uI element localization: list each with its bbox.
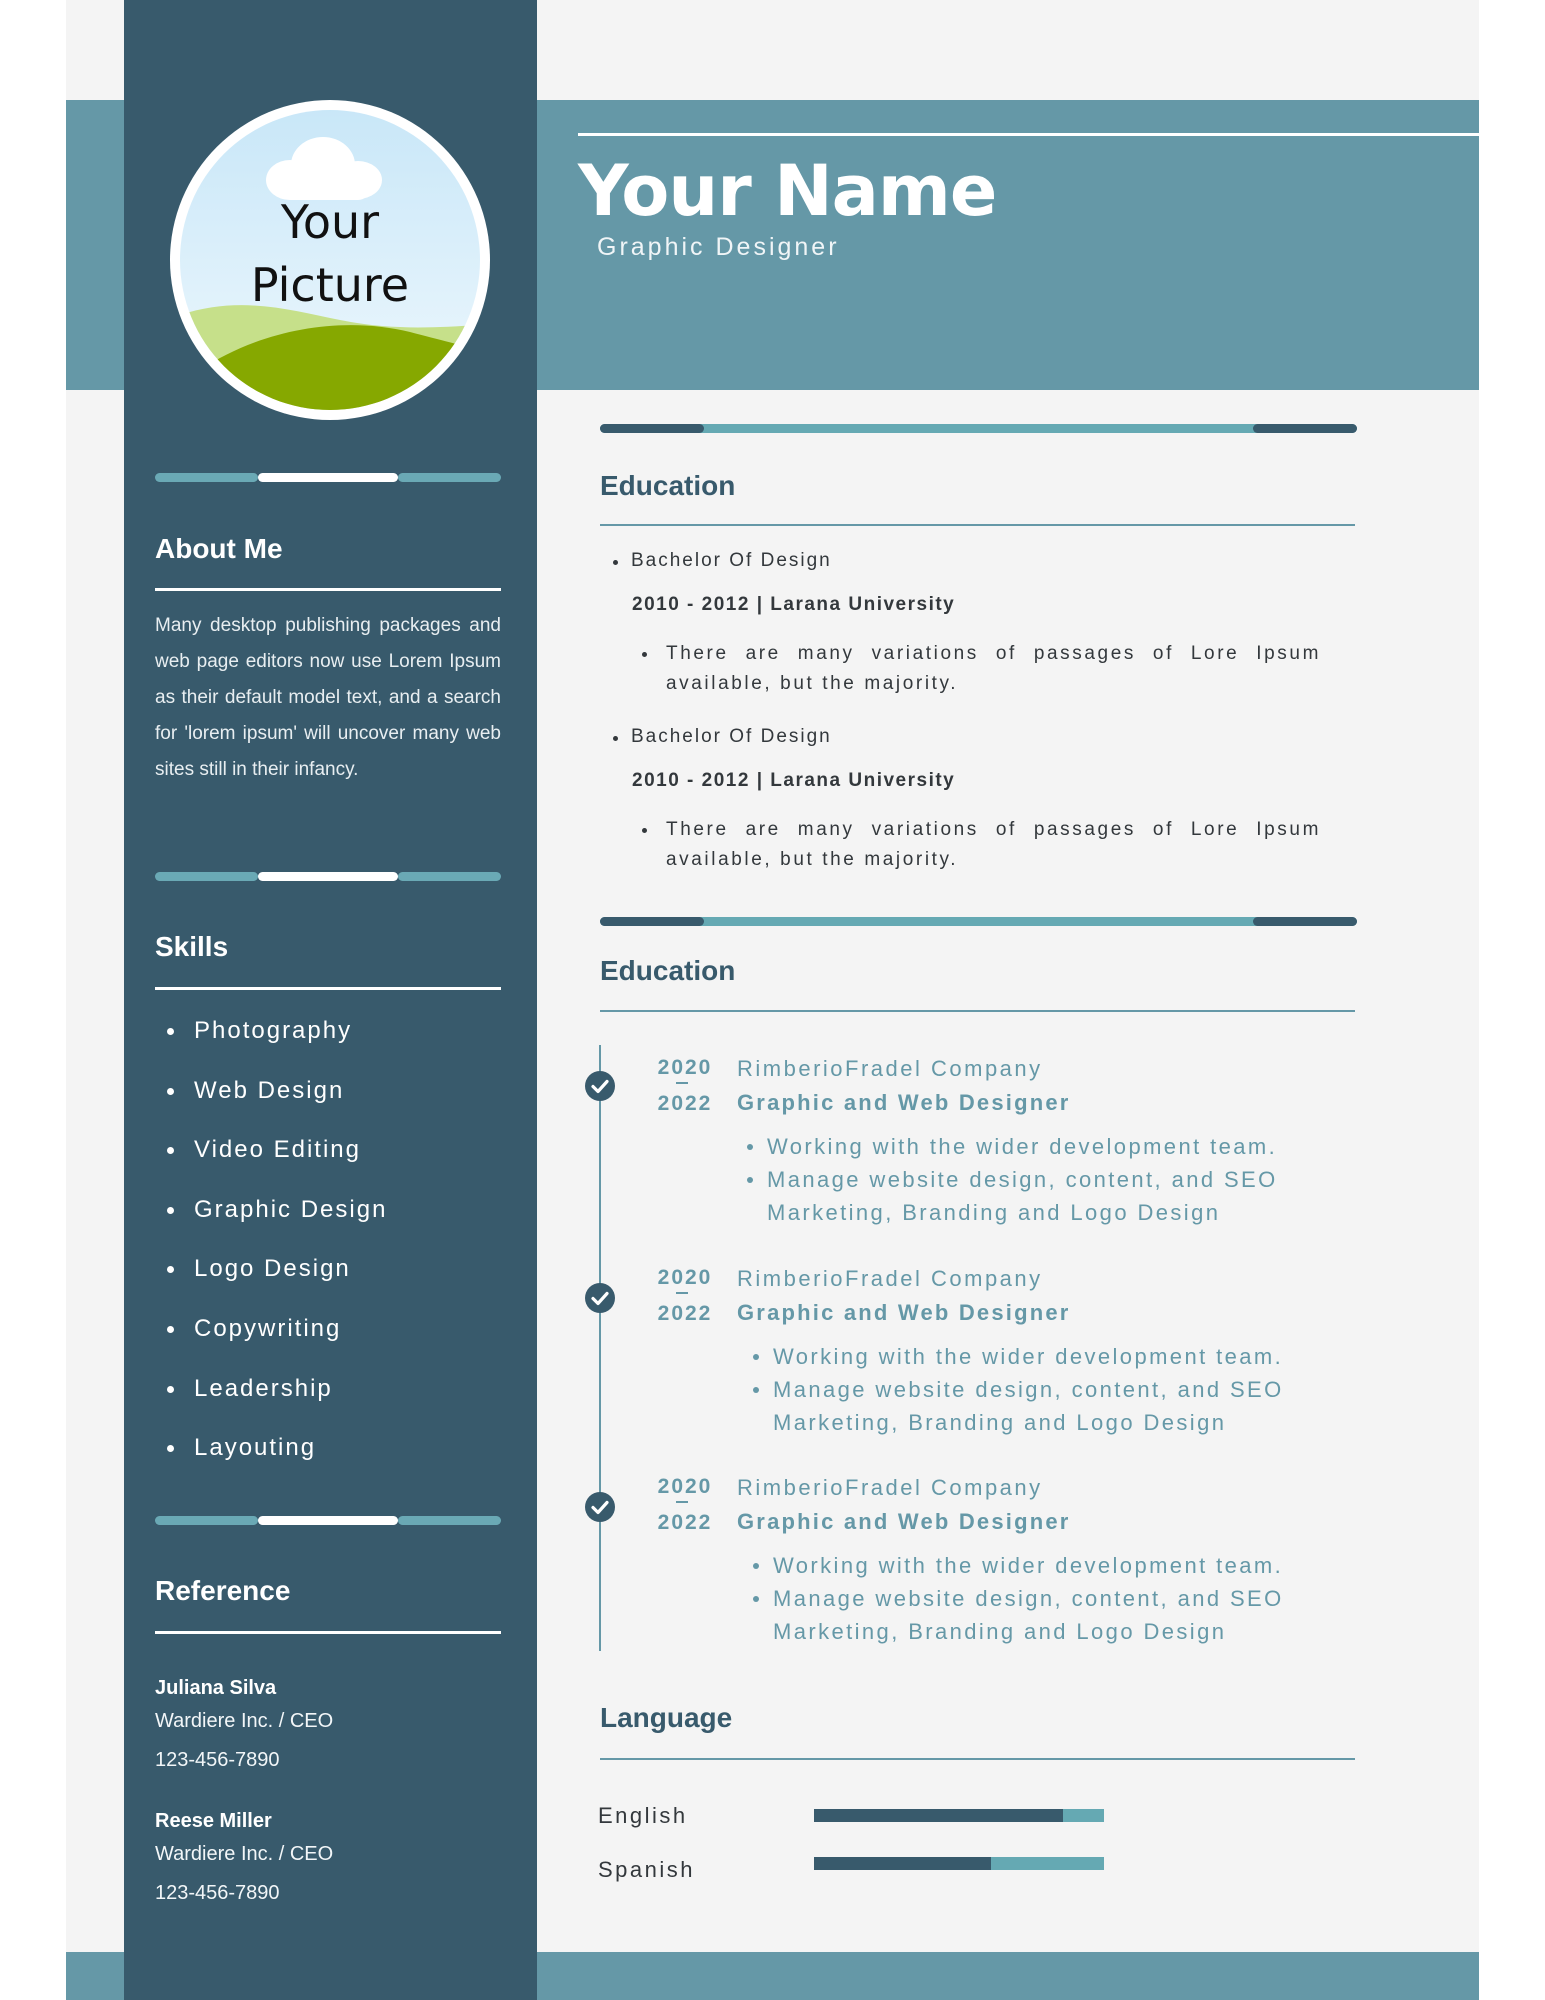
job-role: Graphic and Web Designer xyxy=(737,1300,1071,1325)
section-divider-bar xyxy=(155,473,501,482)
language-level-fill xyxy=(814,1857,991,1870)
language-level-bar xyxy=(814,1809,1104,1822)
reference-title: Reference xyxy=(155,1575,291,1606)
reference-company: Wardiere Inc. / CEO xyxy=(155,1843,334,1865)
check-circle-icon xyxy=(585,1283,615,1313)
experience-title: Education xyxy=(600,955,736,986)
profile-picture xyxy=(170,100,490,420)
education-description: There are many variations of passages of Lore Ipsum available, but the majority. xyxy=(666,639,1321,699)
reference-phone[interactable]: 123-456-7890 xyxy=(155,1882,280,1904)
skill-item: Photography xyxy=(155,1016,501,1076)
duty-item: Working with the wider development team. xyxy=(773,1549,1373,1582)
check-circle-icon xyxy=(585,1071,615,1101)
sidebar xyxy=(124,0,537,2000)
year-end: 2022 xyxy=(657,1511,713,1534)
skill-item: Layouting xyxy=(155,1433,501,1493)
language-name: English xyxy=(598,1803,688,1828)
year-dash xyxy=(676,1292,688,1294)
education-underline xyxy=(600,524,1355,526)
duty-item: Manage website design, content, and SEO Marketing, Branding and Logo Design xyxy=(773,1373,1373,1439)
skills-underline xyxy=(155,987,501,990)
duty-item: Manage website design, content, and SEO Marketing, Branding and Logo Design xyxy=(767,1163,1367,1229)
company-name: RimberioFradel Company xyxy=(737,1266,1043,1291)
education-degree: Bachelor Of Design xyxy=(606,726,832,748)
job-role: Graphic and Web Designer xyxy=(737,1509,1071,1534)
year-end: 2022 xyxy=(657,1302,713,1325)
person-name: Your Name xyxy=(578,150,997,232)
skill-item: Web Design xyxy=(155,1076,501,1136)
duty-item: Working with the wider development team. xyxy=(773,1340,1373,1373)
reference-name: Juliana Silva xyxy=(155,1677,277,1699)
skill-item: Leadership xyxy=(155,1374,501,1434)
experience-underline xyxy=(600,1010,1355,1012)
reference-underline xyxy=(155,1631,501,1634)
company-name: RimberioFradel Company xyxy=(737,1056,1043,1081)
resume-page xyxy=(66,0,1479,2000)
job-title: Graphic Designer xyxy=(597,233,840,261)
reference-phone[interactable]: 123-456-7890 xyxy=(155,1749,280,1771)
about-underline xyxy=(155,588,501,591)
job-role: Graphic and Web Designer xyxy=(737,1090,1071,1115)
language-level-fill xyxy=(814,1809,1063,1822)
education-title: Education xyxy=(600,470,736,501)
year-dash xyxy=(676,1501,688,1503)
year-end: 2022 xyxy=(657,1092,713,1115)
year-start: 2020 xyxy=(657,1056,713,1079)
language-level-bar xyxy=(814,1857,1104,1870)
section-divider-bar xyxy=(600,424,1357,433)
picture-label-line1: Your xyxy=(280,195,380,249)
language-underline xyxy=(600,1758,1355,1760)
year-dash xyxy=(676,1082,688,1084)
skill-item: Copywriting xyxy=(155,1314,501,1374)
about-title: About Me xyxy=(155,533,283,564)
section-divider-bar xyxy=(600,917,1357,926)
duty-item: Working with the wider development team. xyxy=(767,1130,1367,1163)
company-name: RimberioFradel Company xyxy=(737,1475,1043,1500)
language-name: Spanish xyxy=(598,1857,696,1882)
skill-item: Video Editing xyxy=(155,1135,501,1195)
duty-list xyxy=(773,1549,1373,1648)
year-start: 2020 xyxy=(657,1475,713,1498)
skills-list xyxy=(155,1016,501,1493)
check-circle-icon xyxy=(585,1492,615,1522)
duty-list xyxy=(767,1130,1367,1229)
language-title: Language xyxy=(600,1702,733,1733)
duty-list xyxy=(773,1340,1373,1439)
skills-title: Skills xyxy=(155,931,229,962)
education-school: 2010 - 2012 | Larana University xyxy=(632,594,956,615)
section-divider-bar xyxy=(155,872,501,881)
skill-item: Graphic Design xyxy=(155,1195,501,1255)
reference-company: Wardiere Inc. / CEO xyxy=(155,1710,334,1732)
picture-label-line2: Picture xyxy=(250,258,410,312)
section-divider-bar xyxy=(155,1516,501,1525)
year-start: 2020 xyxy=(657,1266,713,1289)
timeline-line xyxy=(599,1045,601,1651)
education-degree: Bachelor Of Design xyxy=(606,550,832,572)
reference-name: Reese Miller xyxy=(155,1810,272,1832)
about-text: Many desktop publishing packages and web page editors now use Lorem Ipsum as their default model text, and a search for 'lorem ipsum' will uncover many web sites still in their infancy. xyxy=(155,615,501,780)
skill-item: Logo Design xyxy=(155,1254,501,1314)
education-school: 2010 - 2012 | Larana University xyxy=(632,770,956,791)
header-divider xyxy=(578,133,1479,136)
education-description: There are many variations of passages of Lore Ipsum available, but the majority. xyxy=(666,815,1321,875)
duty-item: Manage website design, content, and SEO Marketing, Branding and Logo Design xyxy=(773,1582,1373,1648)
